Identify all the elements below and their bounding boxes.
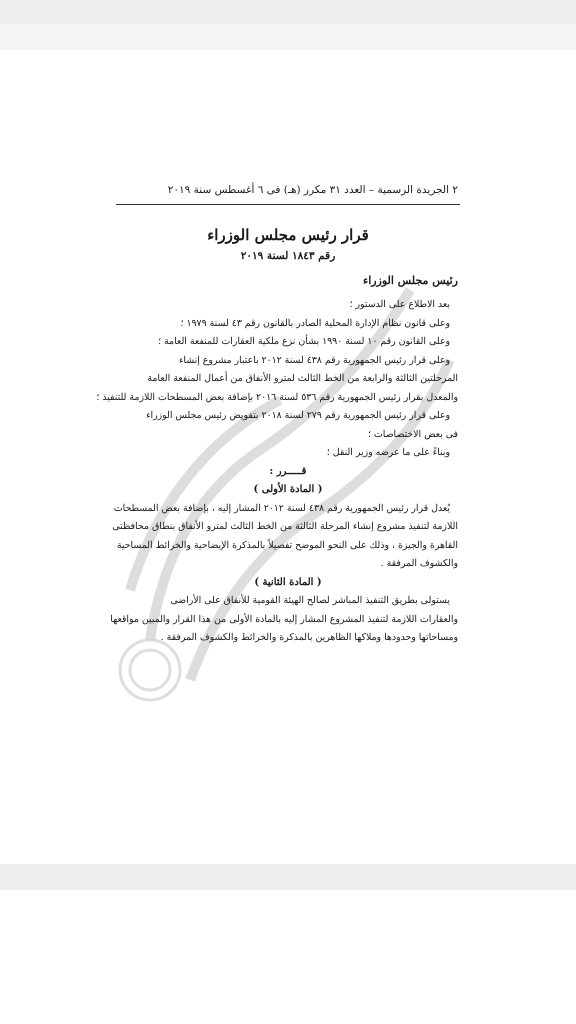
article-two-heading: ( المادة الثانية ) — [254, 576, 322, 588]
top-bar — [0, 0, 576, 50]
body-line: يُعدل قرار رئيس الجمهورية رقم ٤٣٨ لسنة ٢٠١٢ المشار إليه ، بإضافة بعض المسطحات — [113, 502, 450, 514]
body-line: والمعدل بقرار رئيس الجمهورية رقم ٥٣٦ لسنة ٢٠١٦ بإضافة بعض المسطحات اللازمة للتنفيذ ؛ — [96, 391, 458, 403]
decree-number: رقم ١٨٤٣ لسنة ٢٠١٩ — [240, 250, 336, 262]
body-line: اللازمة لتنفيذ مشروع إنشاء المرحلة الثالثة من الخط الثالث لمترو الأنفاق بنطاق محافظتى — [112, 521, 458, 532]
body-line: وعلى قانون نظام الإدارة المحلية الصادر بالقانون رقم ٤٣ لسنة ١٩٧٩ ؛ — [180, 317, 450, 329]
body-line: والكشوف المرفقة . — [380, 558, 458, 569]
decision-heading: قـــــرر : — [269, 465, 307, 477]
body-line: المرحلتين الثالثة والرابعة من الخط الثالث لمترو الأنفاق من أعمال المنفعة العامة — [147, 373, 458, 384]
gazette-page — [96, 150, 466, 710]
body-line: فى بعض الاختصاصات ؛ — [367, 428, 458, 440]
bottom-bar — [0, 864, 576, 890]
top-bar-strip — [0, 24, 576, 50]
body-line: وعلى قرار رئيس الجمهورية رقم ٢٧٩ لسنة ٢٠١٨ بتفويض رئيس مجلس الوزراء — [146, 410, 450, 421]
body-line: بعد الاطلاع على الدستور ؛ — [349, 299, 450, 310]
article-one-heading: ( المادة الأولى ) — [253, 484, 323, 495]
body-line: يستولى بطريق التنفيذ المباشر لصالح الهيئة القومية للأنفاق على الأراضى — [170, 595, 450, 606]
running-head: ٢ الجريدة الرسمية – العدد ٣١ مكرر (هـ) فى ٦ أغسطس سنة ٢٠١٩ — [167, 184, 458, 196]
decree-issuer: رئيس مجلس الوزراء — [363, 274, 458, 287]
body-line: وبناءً على ما عرضه وزير النقل ؛ — [326, 447, 450, 458]
body-line: والعقارات اللازمة لتنفيذ المشروع المشار إليه بالمادة الأولى من هذا القرار والمبين مواقعها — [110, 613, 458, 625]
body-line: وعلى قرار رئيس الجمهورية رقم ٤٣٨ لسنة ٢٠١٢ باعتبار مشروع إنشاء — [178, 354, 450, 366]
decree-title: قرار رئيس مجلس الوزراء — [207, 226, 369, 244]
body-line: ومساحاتها وحدودها وملاكها الظاهرين بالمذكرة والخرائط والكشوف المرفقة . — [160, 632, 458, 643]
body-line: وعلى القانون رقم ١٠ لسنة ١٩٩٠ بشأن نزع ملكية العقارات للمنفعة العامة ؛ — [158, 336, 450, 347]
decree-body — [96, 296, 458, 648]
header-rule — [116, 204, 460, 205]
body-line: القاهرة والجيزة ، وذلك على النحو الموضح تفصيلاً بالمذكرة الإيضاحية والخرائط المساحية — [116, 539, 458, 551]
